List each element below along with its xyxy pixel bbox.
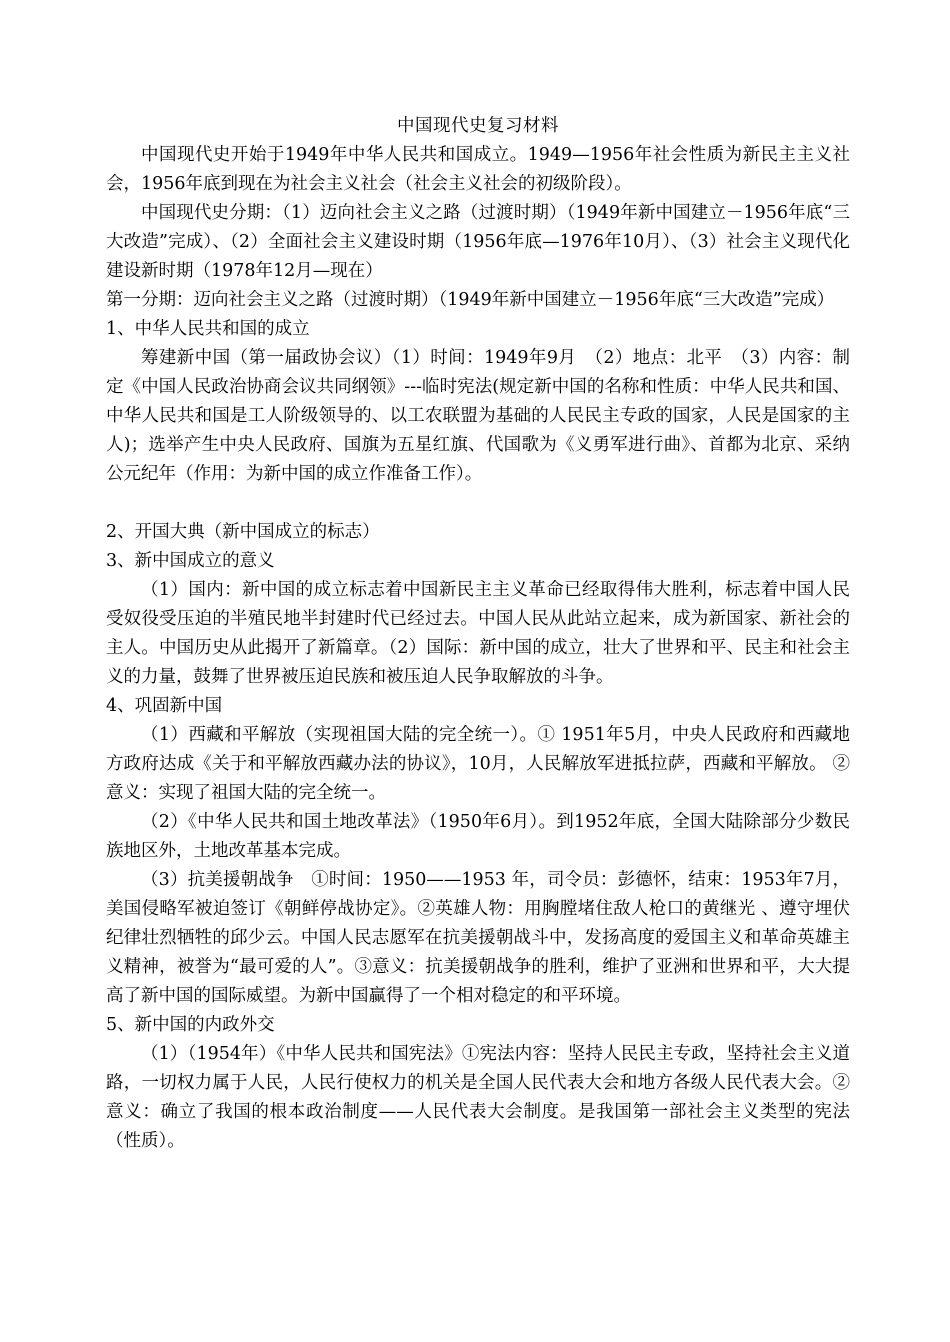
period-one-heading: 第一分期：迈向社会主义之路（过渡时期）（1949年新中国建立－1956年底“三大改造”完成） bbox=[106, 290, 835, 310]
document-body bbox=[106, 112, 850, 1156]
section-2-heading: 2、开国大典（新中国成立的标志） bbox=[106, 522, 380, 542]
section-4-item-3: （3）抗美援朝战争 ①时间：1950——1953 年，司令员：彭德怀，结束：1953年7月，美国侵略军被迫签订《朝鲜停战协定》。②英雄人物：用胸膛堵住敌人枪口的黄继光 、遵守埋伏纪律壮烈牺牲的邱少云。中国人民志愿军在抗美援朝战斗中，发扬高度的爱国主义和革命英雄主义精神，被誉为“最可爱的人”。③意义：抗美援朝战争的胜利，维护了亚洲和世界和平，大大提高了新中国的国际威望。为新中国赢得了一个相对稳定的和平环境。 bbox=[106, 870, 850, 1006]
periods-paragraph: 中国现代史分期：（1）迈向社会主义之路（过渡时期）（1949年新中国建立－1956年底“三大改造”完成）、（2）全面社会主义建设时期（1956年底—1976年10月）、（3）社会主义现代化建设新时期（1978年12月—现在） bbox=[106, 203, 850, 281]
section-3-body: （1）国内：新中国的成立标志着中国新民主主义革命已经取得伟大胜利，标志着中国人民受奴役受压迫的半殖民地半封建时代已经过去。中国人民从此站立起来，成为新国家、新社会的主人。中国历史从此揭开了新篇章。（2）国际：新中国的成立，壮大了世界和平、民主和社会主义的力量，鼓舞了世界被压迫民族和被压迫人民争取解放的斗争。 bbox=[106, 580, 850, 687]
section-1-heading: 1、中华人民共和国的成立 bbox=[106, 319, 310, 339]
section-4-item-1: （1）西藏和平解放（实现祖国大陆的完全统一）。① 1951年5月，中央人民政府和西藏地方政府达成《关于和平解放西藏办法的协议》，10月，人民解放军进抵拉萨，西藏和平解放。 ②意义：实现了祖国大陆的完全统一。 bbox=[106, 725, 850, 803]
section-4-heading: 4、巩固新中国 bbox=[106, 696, 223, 716]
section-5-item-1: （1）（1954年）《中华人民共和国宪法》①宪法内容：坚持人民民主专政，坚持社会主义道路，一切权力属于人民，人民行使权力的机关是全国人民代表大会和地方各级人民代表大会。②意义：确立了我国的根本政治制度——人民代表大会制度。是我国第一部社会主义类型的宪法（性质）。 bbox=[106, 1044, 850, 1151]
section-4-item-2: （2）《中华人民共和国土地改革法》（1950年6月）。到1952年底，全国大陆除部分少数民族地区外，土地改革基本完成。 bbox=[106, 812, 850, 861]
section-3-heading: 3、新中国成立的意义 bbox=[106, 551, 275, 571]
intro-paragraph: 中国现代史开始于1949年中华人民共和国成立。1949—1956年社会性质为新民主主义社会，1956年底到现在为社会主义社会（社会主义社会的初级阶段）。 bbox=[106, 145, 850, 194]
section-1-body: 筹建新中国（第一届政协会议）（1）时间：1949年9月 （2）地点：北平 （3）内容：制定《中国人民政治协商会议共同纲领》---临时宪法(规定新中国的名称和性质：中华人民共和国、中华人民共和国是工人阶级领导的、以工农联盟为基础的人民民主专政的国家，人民是国家的主人)；选举产生中央人民政府、国旗为五星红旗、代国歌为《义勇军进行曲》、首都为北京、采纳公元纪年（作用：为新中国的成立作准备工作）。 bbox=[106, 348, 850, 484]
section-5-heading: 5、新中国的内政外交 bbox=[106, 1015, 275, 1035]
blank-line bbox=[106, 489, 850, 518]
page-title: 中国现代史复习材料 bbox=[397, 116, 559, 136]
